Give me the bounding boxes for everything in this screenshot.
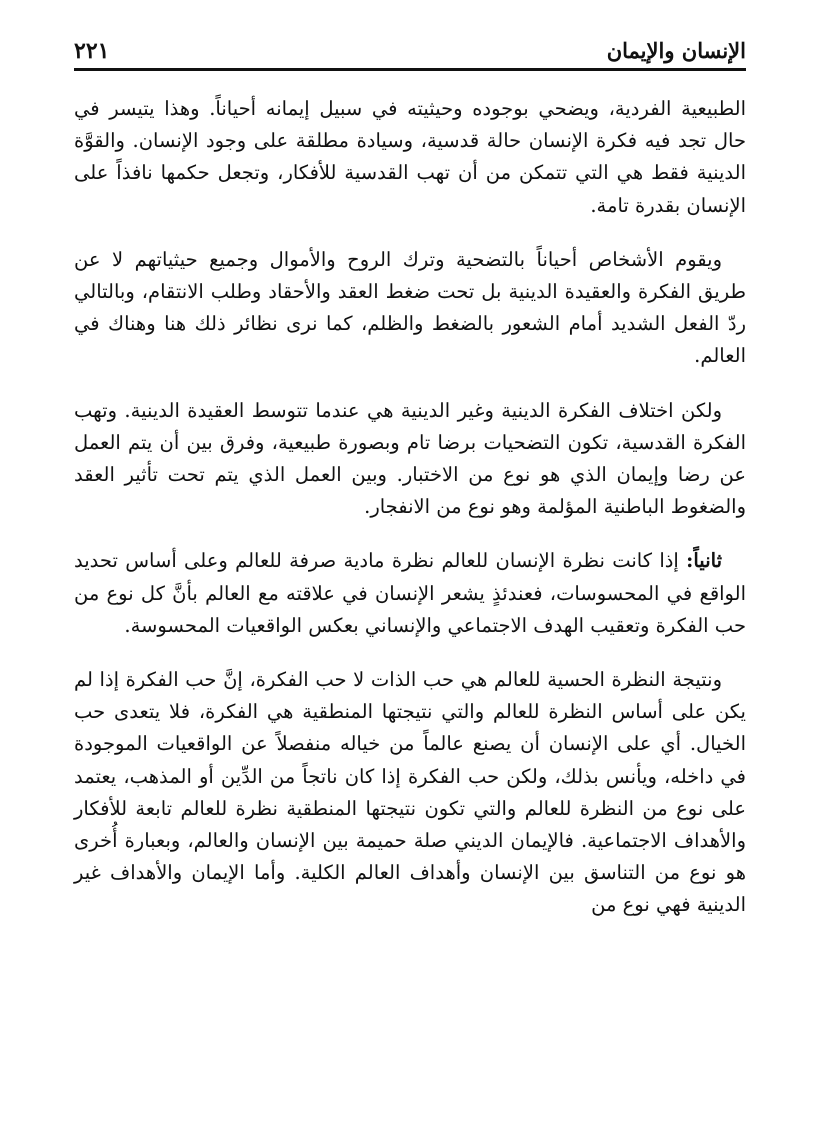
book-title: الإنسان والإيمان <box>606 38 746 63</box>
header-rule <box>74 68 746 71</box>
paragraph <box>74 545 746 642</box>
paragraph-text: ويقوم الأشخاص أحياناً بالتضحية وترك الروح والأموال وجميع حيثياتهم لا عن طريق الفكرة والعقيدة الدينية بل تحت ضغط العقد والأحقاد وطلب الانتقام، وبالتالي ردّ الفعل الشديد أمام الشعور بالضغط والظلم، كما نرى نظائر ذلك هنا وهناك في العالم. <box>74 247 746 368</box>
paragraph-text: الطبيعية الفردية، ويضحي بوجوده وحيثيته في سبيل إيمانه أحياناً. وهذا يتيسر في حال تجد فيه فكرة الإنسان حالة قدسية، وسيادة مطلقة على وجود الإنسان. والقوَّة الدينية فقط هي التي تتمكن من أن تهب القدسية للأفكار، وتجعل حكمها نافذاً على الإنسان بقدرة تامة. <box>74 97 746 217</box>
paragraph <box>74 395 746 524</box>
paragraph <box>74 664 746 922</box>
paragraph-text: ونتيجة النظرة الحسية للعالم هي حب الذات لا حب الفكرة، إنَّ حب الفكرة إذا لم يكن على أساس النظرة للعالم والتي نتيجتها المنطقية هي الفكرة، فلا يتعدى حب الخيال. أي على الإنسان أن يصنع عالماً من خياله منفصلاً عن الواقعيات الموجودة في داخله، ويأنس بذلك، ولكن حب الفكرة إذا كان ناتجاً من الدِّين أو المذهب، يعتمد على نوع من النظرة للعالم والتي تكون نتيجتها المنطقية نظرة للعالم تابعة للأفكار والأهداف الاجتماعية. فالإيمان الديني صلة حميمة بين الإنسان والعالم، وبعبارة أُخرى هو نوع من التناسق بين الإنسان وأهداف العالم الكلية. وأما الإيمان والأهداف غير الدينية فهي نوع من <box>74 668 746 917</box>
paragraph <box>74 93 746 222</box>
paragraph-text: إذا كانت نظرة الإنسان للعالم نظرة مادية صرفة للعالم وعلى أساس تحديد الواقع في المحسوسات، فعندئذٍ يشعر الإنسان في علاقته مع العالم بأنَّ كل نوع من حب الفكرة وتعقيب الهدف الاجتماعي والإنساني بعكس الواقعيات المحسوسة. <box>74 549 746 637</box>
paragraph-text: ولكن اختلاف الفكرة الدينية وغير الدينية هي عندما تتوسط العقيدة الدينية. وتهب الفكرة القدسية، تكون التضحيات برضا تام وبصورة طبيعية، وفرق بين أن يتم العمل عن رضا وإيمان الذي هو نوع من الاختبار. وبين العمل الذي يتم تحت تأثير العقد والضغوط الباطنية المؤلمة وهو نوع من الانفجار. <box>74 398 746 519</box>
paragraph <box>74 244 746 373</box>
page-number: ٢٢١ <box>74 38 110 64</box>
book-page <box>74 28 746 1138</box>
running-header <box>74 28 746 68</box>
paragraph-lead-term: ثانياً: <box>686 549 722 573</box>
